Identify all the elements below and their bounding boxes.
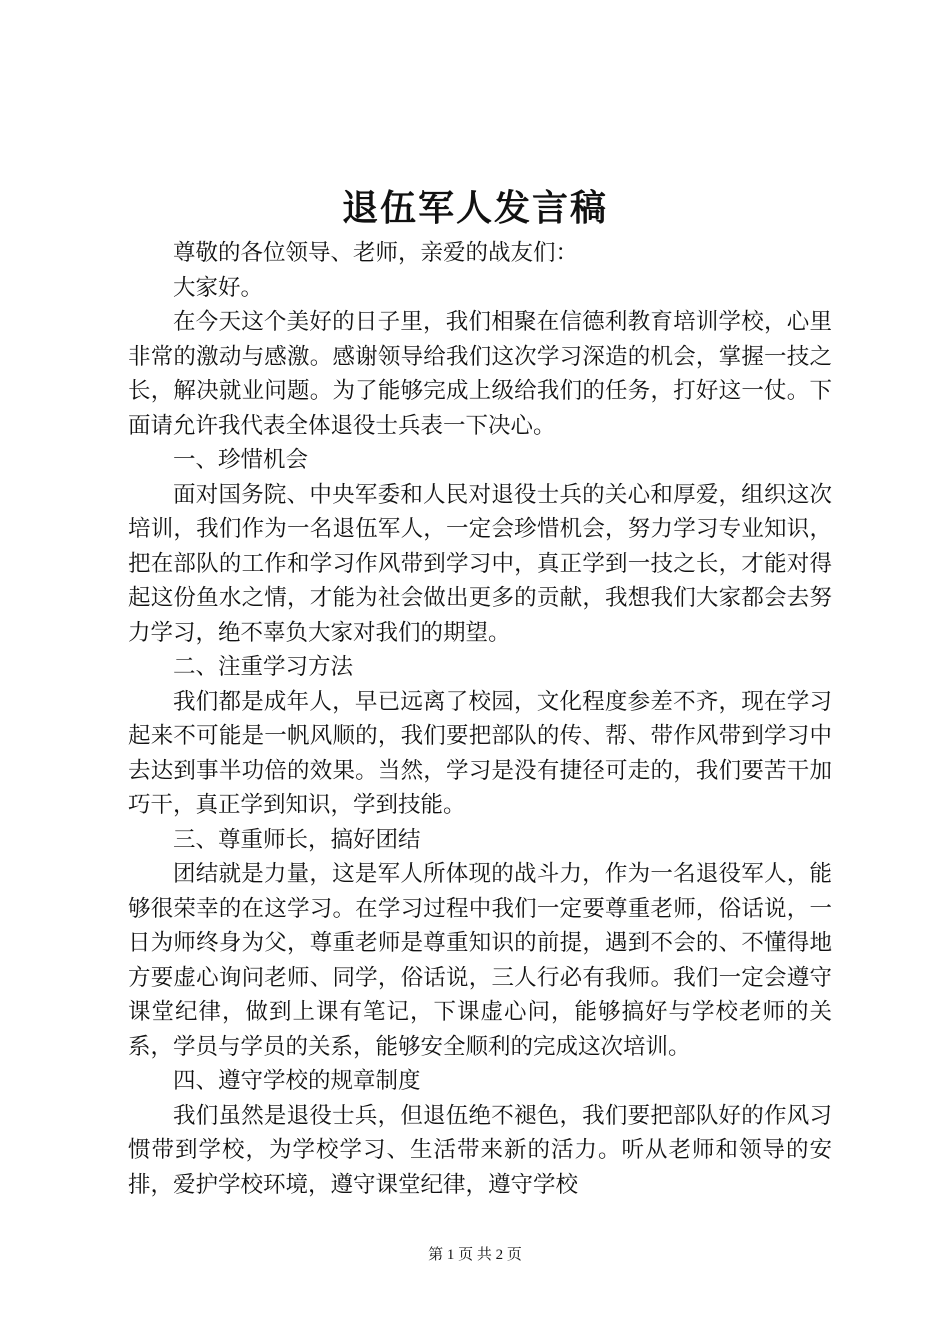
section-paragraph-1: 面对国务院、中央军委和人民对退役士兵的关心和厚爱，组织这次培训，我们作为一名退伍军人，一定会珍惜机会，努力学习专业知识，把在部队的工作和学习作风带到学习中，真正学到一技之长，才能对得起这份鱼水之情，才能为社会做出更多的贡献，我想我们大家都会去努力学习，绝不辜负大家对我们的期望。 [128,481,832,646]
intro-paragraph: 在今天这个美好的日子里，我们相聚在信德利教育培训学校，心里非常的激动与感激。感谢领导给我们这次学习深造的机会，掌握一技之长，解决就业问题。为了能够完成上级给我们的任务，打好这一仗。下面请允许我代表全体退役士兵表一下决心。 [128,309,832,439]
greeting-paragraph: 大家好。 [173,274,264,301]
section-paragraph-4: 我们虽然是退役士兵，但退伍绝不褪色，我们要把部队好的作风习惯带到学校，为学校学习、生活带来新的活力。听从老师和领导的安排，爱护学校环境，遵守课堂纪律，遵守学校 [128,1102,832,1198]
section-paragraph-2: 我们都是成年人，早已远离了校园，文化程度参差不齐，现在学习起来不可能是一帆风顺的，我们要把部队的传、帮、带作风带到学习中去达到事半功倍的效果。当然，学习是没有捷径可走的，我们要苦干加巧干，真正学到知识，学到技能。 [128,688,832,818]
document-title: 退伍军人发言稿 [341,187,608,229]
section-paragraph-3: 团结就是力量，这是军人所体现的战斗力，作为一名退役军人，能够很荣幸的在这学习。在学习过程中我们一定要尊重老师，俗话说，一日为师终身为父，尊重老师是尊重知识的前提，遇到不会的、不懂得地方要虚心询问老师、同学，俗话说，三人行必有我师。我们一定会遵守课堂纪律，做到上课有笔记，下课虚心问，能够搞好与学校老师的关系，学员与学员的关系，能够安全顺利的完成这次培训。 [128,861,832,1060]
document-body [128,236,832,1202]
section-heading-3: 三、尊重师长，搞好团结 [173,826,421,853]
page-footer: 第 1 页 共 2 页 [428,1247,522,1263]
section-heading-2: 二、注重学习方法 [173,654,354,680]
section-heading-1: 一、珍惜机会 [173,447,309,473]
section-heading-4: 四、遵守学校的规章制度 [173,1068,421,1094]
salutation-paragraph: 尊敬的各位领导、老师，亲爱的战友们： [173,240,579,266]
